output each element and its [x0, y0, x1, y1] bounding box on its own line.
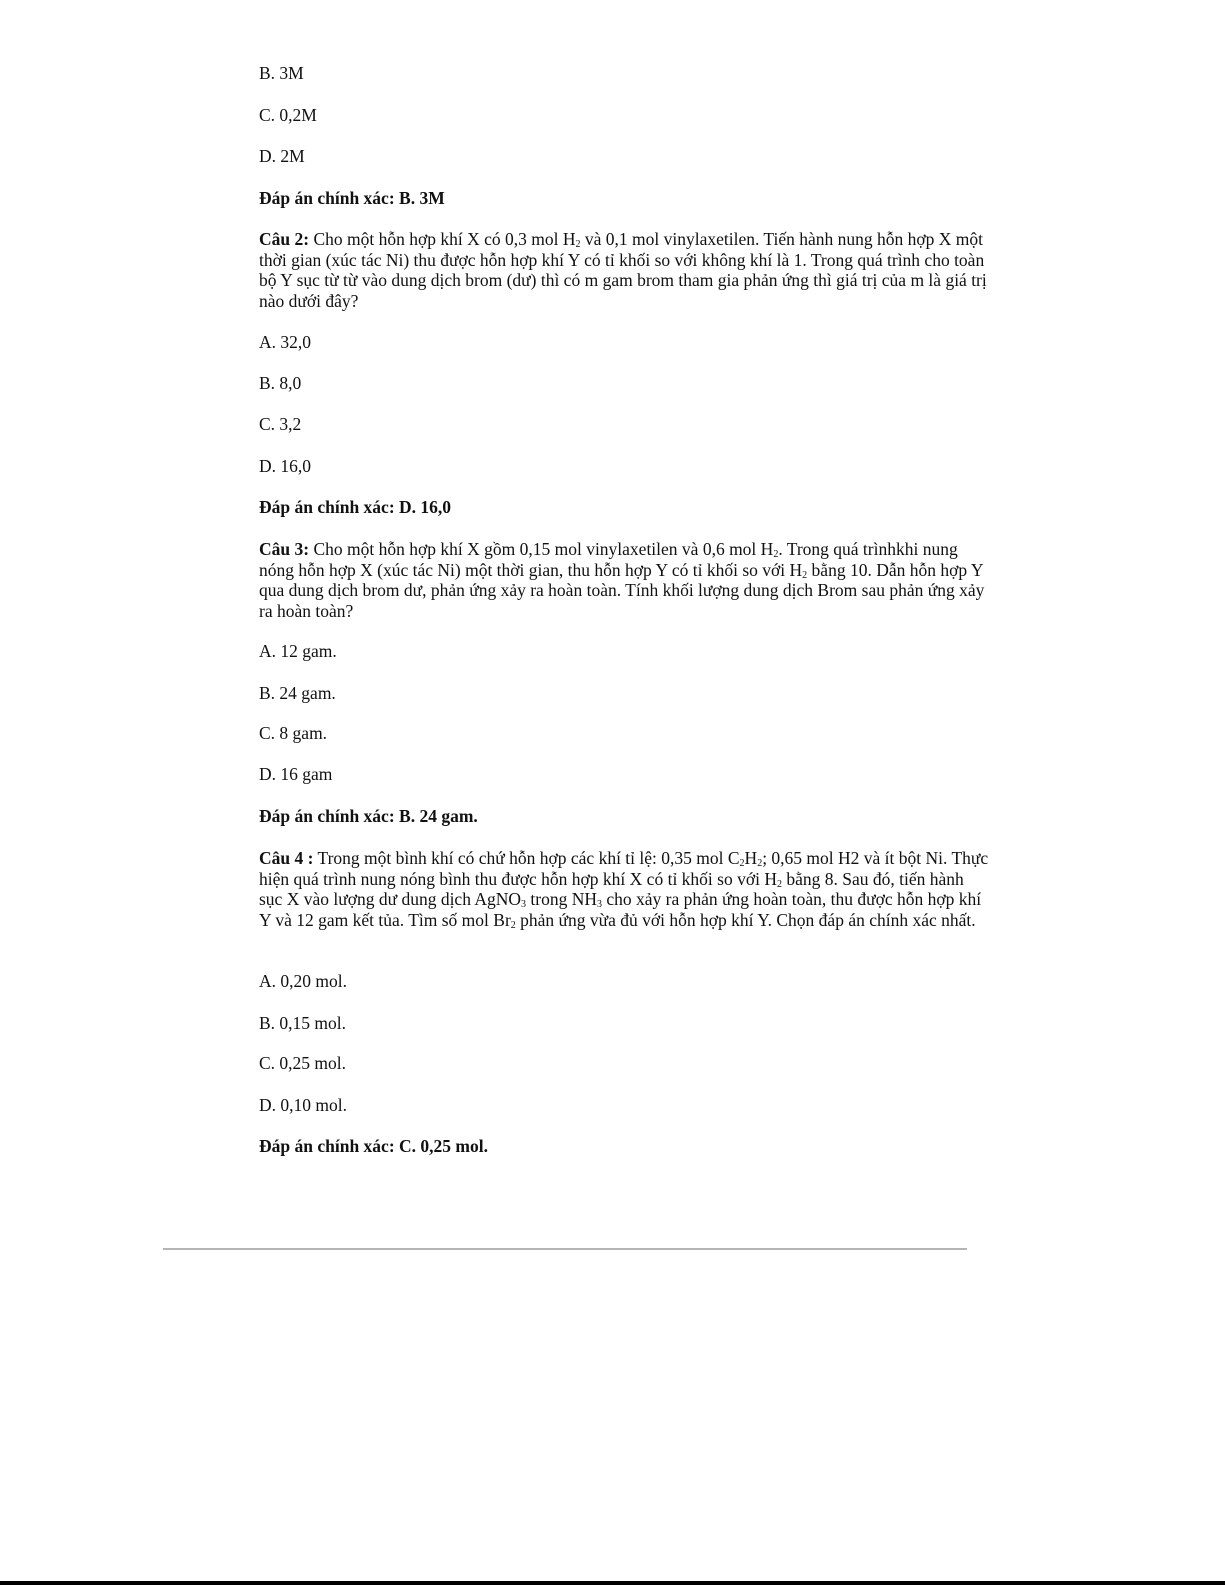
q4-option-a: A. 0,20 mol. [259, 971, 347, 991]
q2-option-d: D. 16,0 [259, 456, 312, 476]
section-divider [163, 1248, 967, 1250]
q4-answer: Đáp án chính xác: C. 0,25 mol. [259, 1136, 488, 1156]
page-bottom-edge [0, 1581, 1225, 1585]
q2-answer: Đáp án chính xác: D. 16,0 [259, 497, 452, 517]
q1-option-c: C. 0,2M [259, 105, 317, 125]
q4-label: Câu 4 : [259, 848, 314, 868]
q3-question: Câu 3: Cho một hỗn hợp khí X gồm 0,15 mol vinylaxetilen và 0,6 mol $H_2$. Trong quá trìnhkhi nung nóng hỗn hợp X (xúc tác Ni) một thời gian, thu hỗn hợp Y có tỉ khối so với $H_2$ bằng 10. Dẫn hỗn hợp Y qua dung dịch brom dư, phản ứng xảy ra hoàn toàn. Tính khối lượng dung dịch Brom sau phản ứng xảy ra hoàn toàn? [259, 539, 985, 621]
q2-question: Câu 2: Cho một hỗn hợp khí X có 0,3 mol $H_2$ và 0,1 mol vinylaxetilen. Tiến hành nung hỗn hợp X một thời gian (xúc tác Ni) thu được hỗn hợp khí Y có tỉ khối so với không khí là 1. Trong quá trình cho toàn bộ Y sục từ từ vào dung dịch brom (dư) thì có m gam brom tham gia phản ứng thì giá trị của m là giá trị nào dưới đây? [259, 229, 987, 311]
q3-option-a: A. 12 gam. [259, 641, 337, 661]
q2-option-b: B. 8,0 [259, 373, 302, 393]
q1-answer: Đáp án chính xác: B. 3M [259, 188, 445, 208]
q3-option-b: B. 24 gam. [259, 683, 336, 703]
q4-question: Câu 4 : Trong một bình khí có chứ hỗn hợp các khí tỉ lệ: 0,35 mol $C_2H_2$; 0,65 mol H2 và ít bột Ni. Thực hiện quá trình nung nóng bình thu được hỗn hợp khí X có tỉ khối so với $H_2$ bằng 8. Sau đó, tiến hành sục X vào lượng dư dung dịch AgNO$_3$ trong $NH_3$ cho xảy ra phản ứng hoàn toàn, thu được hỗn hợp khí Y và 12 gam kết tủa. Tìm số mol $Br_2$ phản ứng vừa đủ với hỗn hợp khí Y. Chọn đáp án chính xác nhất. [259, 848, 989, 931]
q3-answer: Đáp án chính xác: B. 24 gam. [259, 806, 478, 826]
q4-option-b: B. 0,15 mol. [259, 1013, 347, 1033]
q1-option-b: B. 3M [259, 63, 304, 83]
q3-option-d: D. 16 gam [259, 764, 333, 784]
q4-option-c: C. 0,25 mol. [259, 1053, 347, 1073]
q2-label: Câu 2: [259, 229, 310, 249]
q2-option-c: C. 3,2 [259, 414, 302, 434]
q1-option-d: D. 2M [259, 146, 305, 166]
q2-option-a: A. 32,0 [259, 332, 312, 352]
q3-label: Câu 3: [259, 539, 310, 559]
q3-option-c: C. 8 gam. [259, 723, 328, 743]
q4-option-d: D. 0,10 mol. [259, 1095, 347, 1115]
